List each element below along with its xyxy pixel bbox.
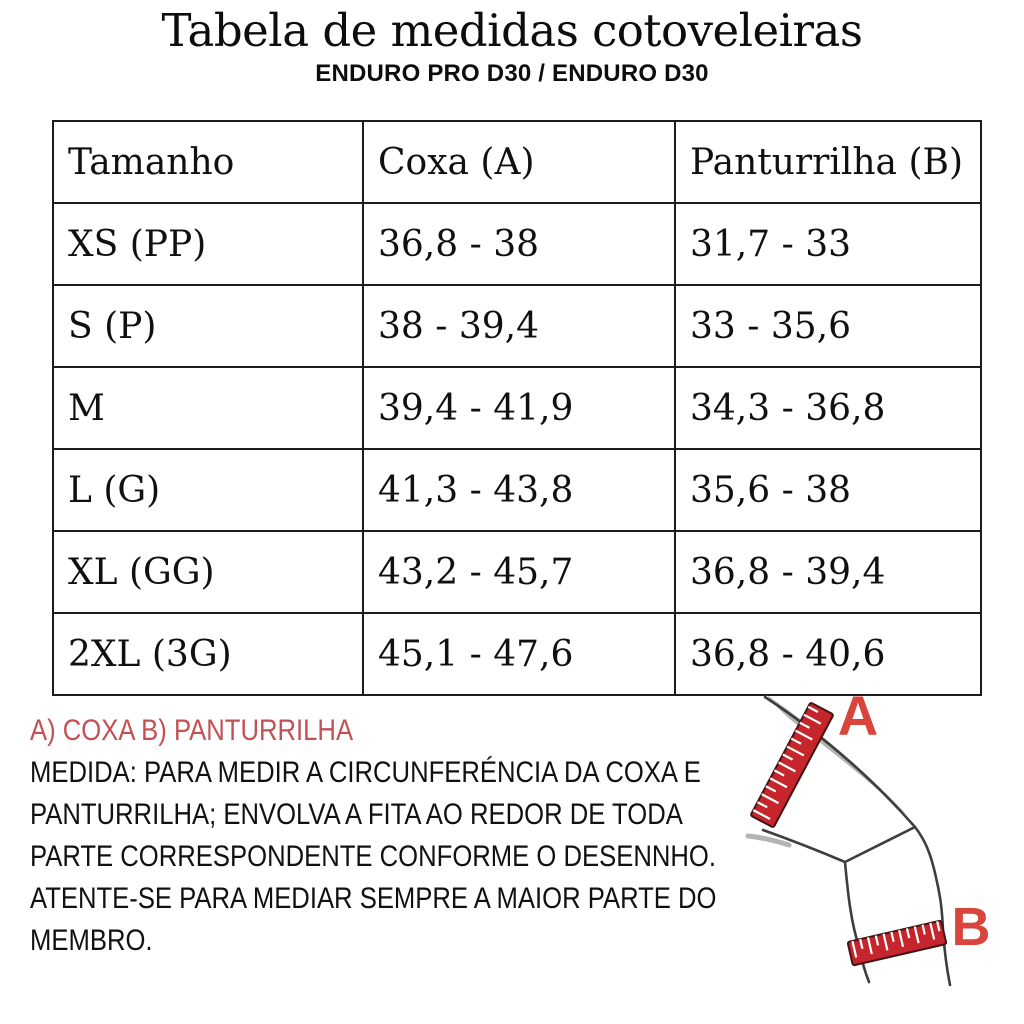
coxa-cell: 43,2 - 45,7 — [363, 531, 675, 613]
panturrilha-cell: 36,8 - 40,6 — [675, 613, 981, 695]
panturrilha-cell: 33 - 35,6 — [675, 285, 981, 367]
coxa-cell: 45,1 - 47,6 — [363, 613, 675, 695]
table-row — [53, 285, 981, 367]
knee-measurement-diagram — [745, 685, 1017, 1020]
coxa-cell: 39,4 - 41,9 — [363, 367, 675, 449]
measuring-tape-a-icon — [750, 702, 833, 827]
notes-legend: A) COXA B) PANTURRILHA — [30, 714, 354, 747]
size-cell: S (P) — [53, 285, 363, 367]
notes-line: ATENTE-SE PARA MEDIAR SEMPRE A MAIOR PARTE DO — [30, 882, 717, 915]
table-row — [53, 203, 981, 285]
size-cell: M — [53, 367, 363, 449]
table-header-row — [53, 121, 981, 203]
size-cell: 2XL (3G) — [53, 613, 363, 695]
thigh-bottom-edge — [763, 830, 845, 862]
size-table — [52, 120, 982, 696]
col-header-coxa: Coxa (A) — [363, 121, 675, 203]
page-title: Tabela de medidas cotoveleiras — [161, 4, 863, 57]
table-row — [53, 531, 981, 613]
notes-line: MEDIDA: PARA MEDIR A CIRCUNFERÉNCIA DA COXA E — [30, 756, 701, 789]
coxa-cell: 36,8 - 38 — [363, 203, 675, 285]
page-subtitle: ENDURO PRO D30 / ENDURO D30 — [315, 60, 709, 87]
col-header-panturrilha: Panturrilha (B) — [675, 121, 981, 203]
panturrilha-cell: 36,8 - 39,4 — [675, 531, 981, 613]
panturrilha-cell: 31,7 - 33 — [675, 203, 981, 285]
size-cell: L (G) — [53, 449, 363, 531]
col-header-tamanho: Tamanho — [53, 121, 363, 203]
table-row — [53, 613, 981, 695]
table-row — [53, 367, 981, 449]
size-cell: XL (GG) — [53, 531, 363, 613]
notes-line: PARTE CORRESPONDENTE CONFORME O DESENNHO. — [30, 840, 716, 873]
size-cell: XS (PP) — [53, 203, 363, 285]
coxa-cell: 41,3 - 43,8 — [363, 449, 675, 531]
panturrilha-cell: 34,3 - 36,8 — [675, 367, 981, 449]
knee-crease — [845, 827, 915, 862]
diagram-label-a: A — [837, 685, 879, 747]
measuring-tape-b-icon — [848, 921, 947, 966]
coxa-cell: 38 - 39,4 — [363, 285, 675, 367]
calf-front-edge — [915, 827, 950, 985]
notes-line: MEMBRO. — [30, 924, 153, 957]
table-row — [53, 449, 981, 531]
measurement-notes — [30, 710, 770, 962]
panturrilha-cell: 35,6 - 38 — [675, 449, 981, 531]
diagram-label-b: B — [951, 897, 991, 957]
notes-line: PANTURRILHA; ENVOLVA A FITA AO REDOR DE TODA — [30, 798, 683, 831]
